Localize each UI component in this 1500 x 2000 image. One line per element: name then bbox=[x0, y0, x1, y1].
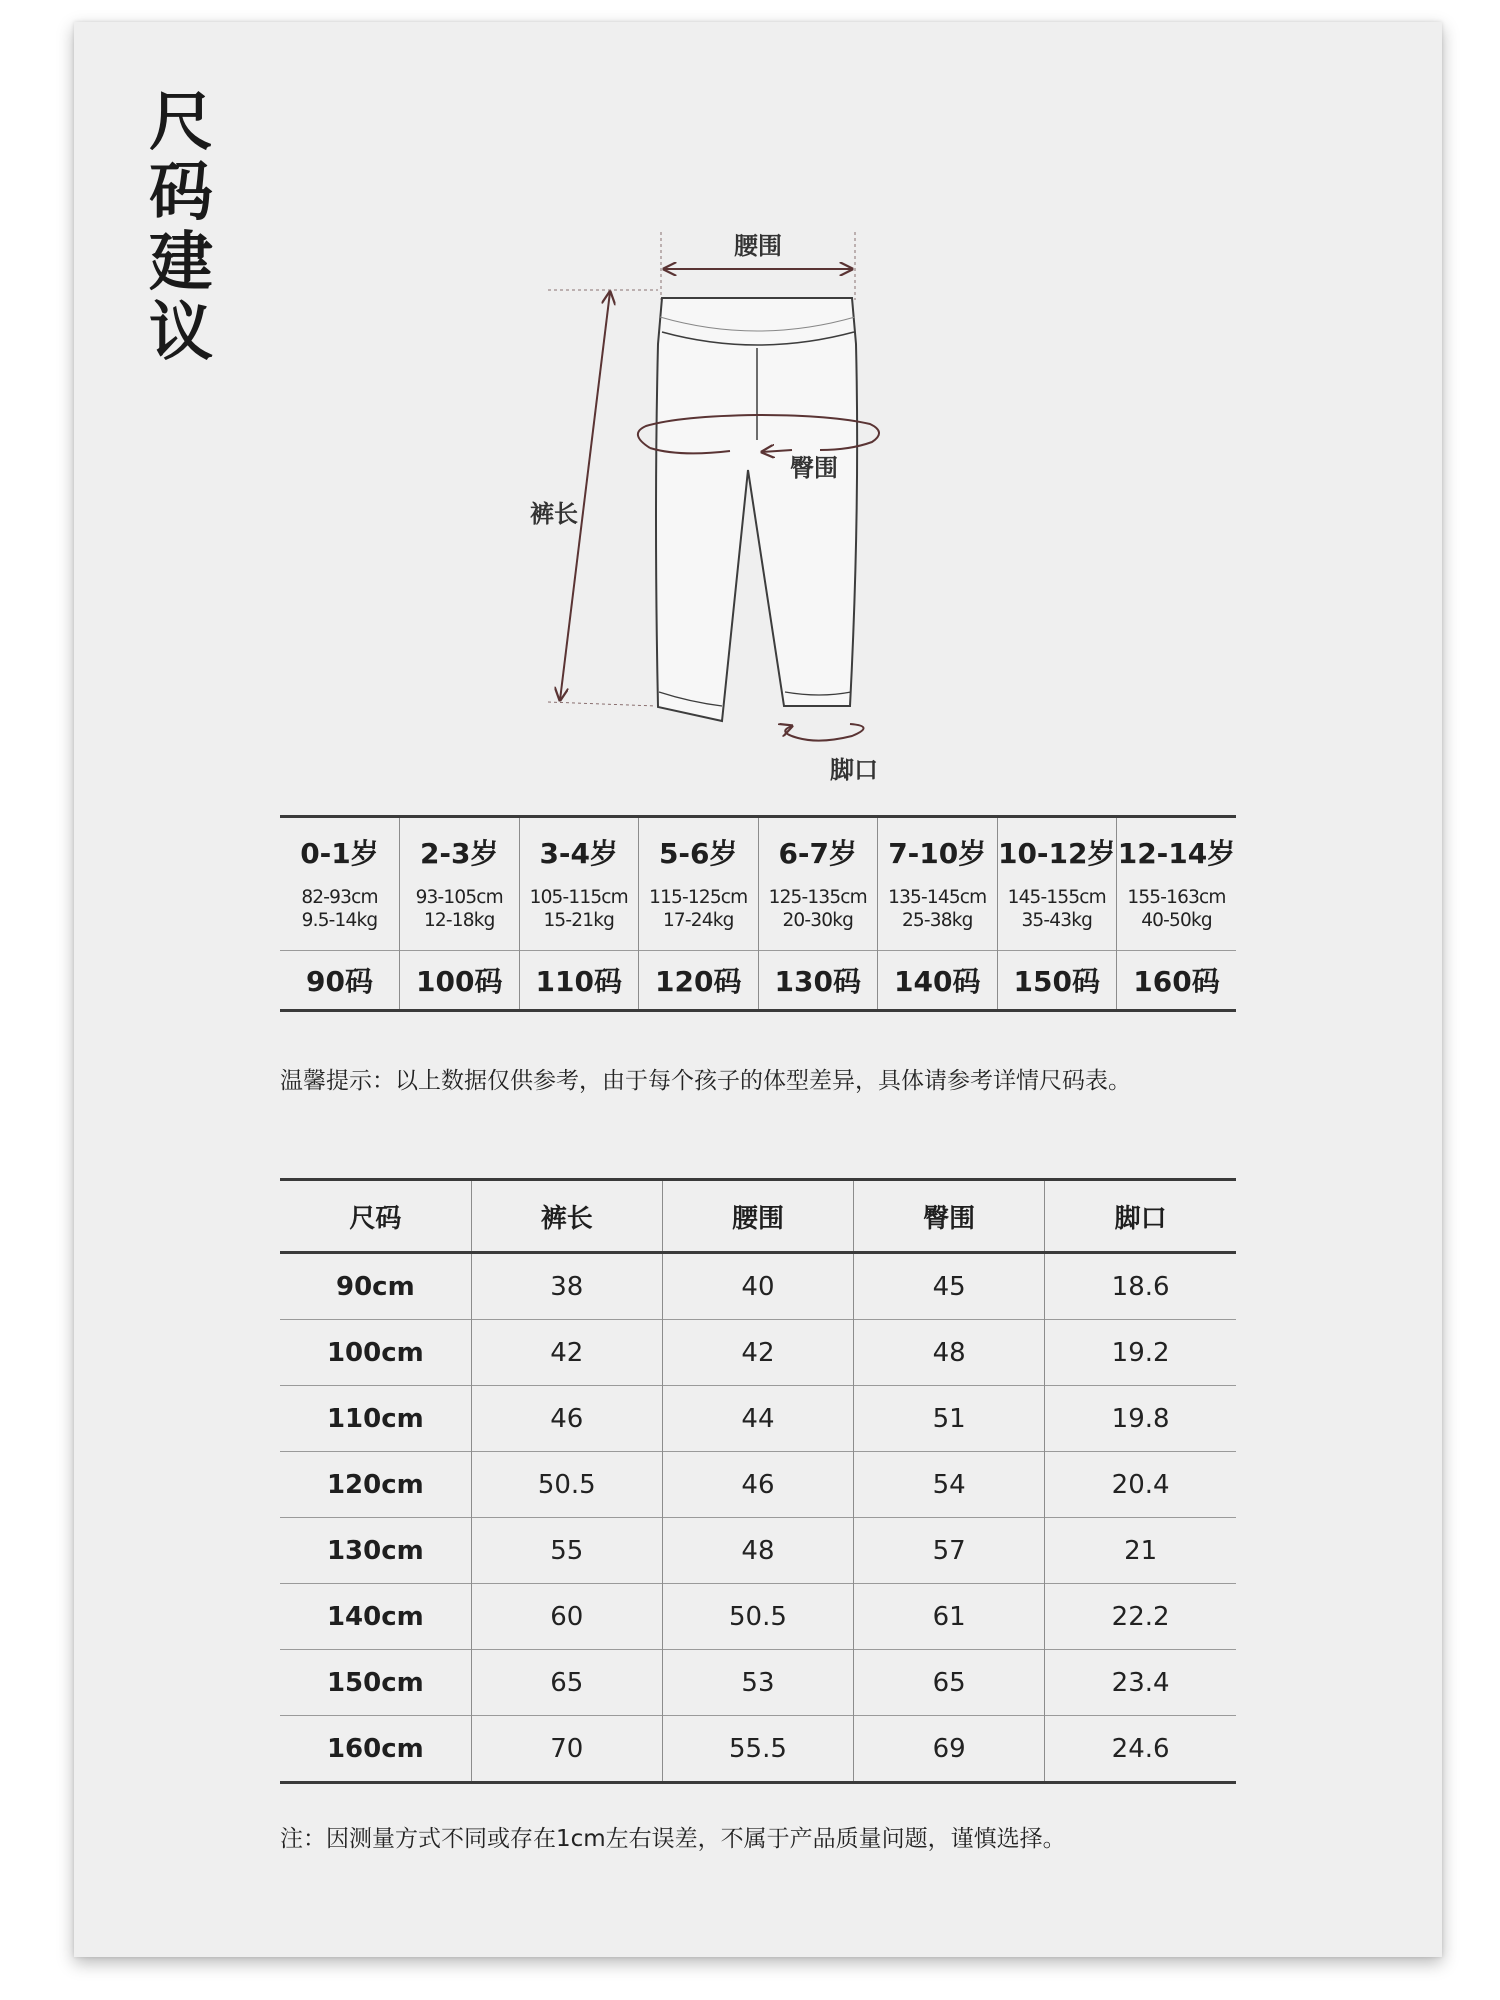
age-label: 0-1岁 bbox=[300, 837, 379, 870]
size-code-cell: 120码 bbox=[639, 951, 759, 1011]
hem-label: 脚口 bbox=[830, 756, 878, 784]
age-cell bbox=[878, 817, 998, 951]
table-cell: 90cm bbox=[336, 1271, 415, 1302]
length-measure-line bbox=[548, 290, 658, 706]
table-cell: 50.5 bbox=[471, 1452, 662, 1518]
header-hem: 脚口 bbox=[1045, 1180, 1236, 1253]
table-cell: 51 bbox=[854, 1386, 1045, 1452]
table-cell: 40 bbox=[662, 1253, 853, 1320]
body-measure-text: 145-155cm bbox=[1007, 887, 1106, 908]
body-measure-text: 17-24kg bbox=[662, 910, 734, 931]
body-measure-text: 155-163cm bbox=[1127, 887, 1226, 908]
table-cell: 120cm bbox=[280, 1452, 471, 1518]
body-measure-text: 35-43kg bbox=[1021, 910, 1093, 931]
title-char: 议 bbox=[149, 296, 213, 370]
table-cell: 65 bbox=[854, 1650, 1045, 1716]
table-cell: 46 bbox=[471, 1386, 662, 1452]
table-cell: 65 bbox=[471, 1650, 662, 1716]
size-code-cell: 160码 bbox=[1117, 951, 1237, 1011]
body-measure-text: 125-135cm bbox=[768, 887, 867, 908]
table-cell: 19.2 bbox=[1045, 1320, 1236, 1386]
age-label: 5-6岁 bbox=[658, 837, 738, 870]
age-cell bbox=[280, 817, 400, 951]
age-label: 10-12岁 bbox=[997, 837, 1116, 870]
size-measurement-table bbox=[280, 1178, 1236, 1784]
size-code-cell: 130码 bbox=[758, 951, 878, 1011]
header-length: 裤长 bbox=[471, 1180, 662, 1253]
table-cell: 70 bbox=[471, 1716, 662, 1783]
pants-outline bbox=[656, 298, 857, 721]
table-cell: 61 bbox=[854, 1584, 1045, 1650]
length-label: 裤长 bbox=[530, 500, 578, 528]
body-measure-text: 40-50kg bbox=[1141, 910, 1212, 931]
age-cell bbox=[758, 817, 878, 951]
table-row bbox=[280, 1716, 1236, 1783]
size-code-cell: 90码 bbox=[280, 951, 400, 1011]
table-header-row bbox=[280, 1180, 1236, 1253]
age-size-table bbox=[280, 815, 1236, 1012]
footnote: 注：因测量方式不同或存在1cm左右误差，不属于产品质量问题，谨慎选择。 bbox=[280, 1826, 1066, 1852]
table-row bbox=[280, 1518, 1236, 1584]
hem-measure-line bbox=[785, 724, 863, 741]
age-cell bbox=[1117, 817, 1237, 951]
age-label: 6-7岁 bbox=[778, 837, 858, 870]
title-char: 码 bbox=[149, 156, 213, 230]
table-cell: 140cm bbox=[280, 1584, 471, 1650]
age-cell bbox=[639, 817, 759, 951]
size-code-cell: 100码 bbox=[400, 951, 520, 1011]
title-char: 尺 bbox=[149, 86, 213, 160]
table-cell: 42 bbox=[662, 1320, 853, 1386]
table-cell: 110cm bbox=[280, 1386, 471, 1452]
table-row bbox=[280, 1650, 1236, 1716]
table-row bbox=[280, 1452, 1236, 1518]
table-cell: 60 bbox=[471, 1584, 662, 1650]
table-cell: 24.6 bbox=[1045, 1716, 1236, 1783]
size-code-cell: 140码 bbox=[878, 951, 998, 1011]
age-cell bbox=[400, 817, 520, 951]
table-cell: 20.4 bbox=[1045, 1452, 1236, 1518]
table-cell: 55.5 bbox=[662, 1716, 853, 1783]
age-cell bbox=[519, 817, 639, 951]
tip-note: 温馨提示：以上数据仅供参考，由于每个孩子的体型差异，具体请参考详情尺码表。 bbox=[280, 1068, 1131, 1094]
table-row bbox=[280, 1320, 1236, 1386]
table-cell: 69 bbox=[854, 1716, 1045, 1783]
table-row bbox=[280, 1253, 1236, 1320]
table-cell: 48 bbox=[854, 1320, 1045, 1386]
size-guide-card bbox=[74, 22, 1442, 1957]
header-size: 尺码 bbox=[280, 1180, 471, 1253]
table-cell: 19.8 bbox=[1045, 1386, 1236, 1452]
table-cell: 150cm bbox=[280, 1650, 471, 1716]
age-cell bbox=[997, 817, 1117, 951]
table-cell: 130cm bbox=[280, 1518, 471, 1584]
table-cell: 160cm bbox=[280, 1716, 471, 1783]
body-measure-text: 135-145cm bbox=[888, 887, 987, 908]
age-label: 3-4岁 bbox=[539, 837, 619, 870]
pants-measurement-diagram bbox=[530, 212, 1030, 812]
hip-label: 臀围 bbox=[790, 454, 838, 482]
page-title bbox=[136, 88, 226, 368]
table-row bbox=[280, 1386, 1236, 1452]
table-cell: 54 bbox=[854, 1452, 1045, 1518]
body-measure-text: 93-105cm bbox=[415, 887, 503, 908]
table-cell: 22.2 bbox=[1045, 1584, 1236, 1650]
table-cell: 42 bbox=[471, 1320, 662, 1386]
table-cell: 21 bbox=[1045, 1518, 1236, 1584]
age-label: 12-14岁 bbox=[1117, 837, 1236, 870]
body-measure-text: 9.5-14kg bbox=[301, 910, 378, 931]
title-char: 建 bbox=[149, 226, 213, 300]
body-measure-text: 12-18kg bbox=[423, 910, 495, 931]
table-cell: 100cm bbox=[280, 1320, 471, 1386]
table-cell: 48 bbox=[662, 1518, 853, 1584]
table-cell: 23.4 bbox=[1045, 1650, 1236, 1716]
body-measure-text: 82-93cm bbox=[301, 887, 378, 908]
body-measure-text: 15-21kg bbox=[543, 910, 615, 931]
body-measure-text: 105-115cm bbox=[529, 887, 628, 908]
table-cell: 45 bbox=[854, 1253, 1045, 1320]
table-cell: 53 bbox=[662, 1650, 853, 1716]
age-label: 2-3岁 bbox=[419, 837, 499, 870]
table-row bbox=[280, 1584, 1236, 1650]
size-code-cell: 110码 bbox=[519, 951, 639, 1011]
size-code-row bbox=[280, 951, 1236, 1011]
body-measure-text: 115-125cm bbox=[649, 887, 748, 908]
body-measure-text: 20-30kg bbox=[782, 910, 854, 931]
table-cell: 44 bbox=[662, 1386, 853, 1452]
age-row bbox=[280, 817, 1236, 951]
table-cell: 18.6 bbox=[1045, 1253, 1236, 1320]
body-measure-text: 25-38kg bbox=[901, 910, 973, 931]
table-cell: 57 bbox=[854, 1518, 1045, 1584]
header-waist: 腰围 bbox=[662, 1180, 853, 1253]
table-cell: 38 bbox=[471, 1253, 662, 1320]
waist-label: 腰围 bbox=[734, 232, 782, 260]
table-cell: 46 bbox=[662, 1452, 853, 1518]
size-code-cell: 150码 bbox=[997, 951, 1117, 1011]
table-cell: 50.5 bbox=[662, 1584, 853, 1650]
table-cell: 55 bbox=[471, 1518, 662, 1584]
header-hip: 臀围 bbox=[854, 1180, 1045, 1253]
age-label: 7-10岁 bbox=[888, 837, 987, 870]
